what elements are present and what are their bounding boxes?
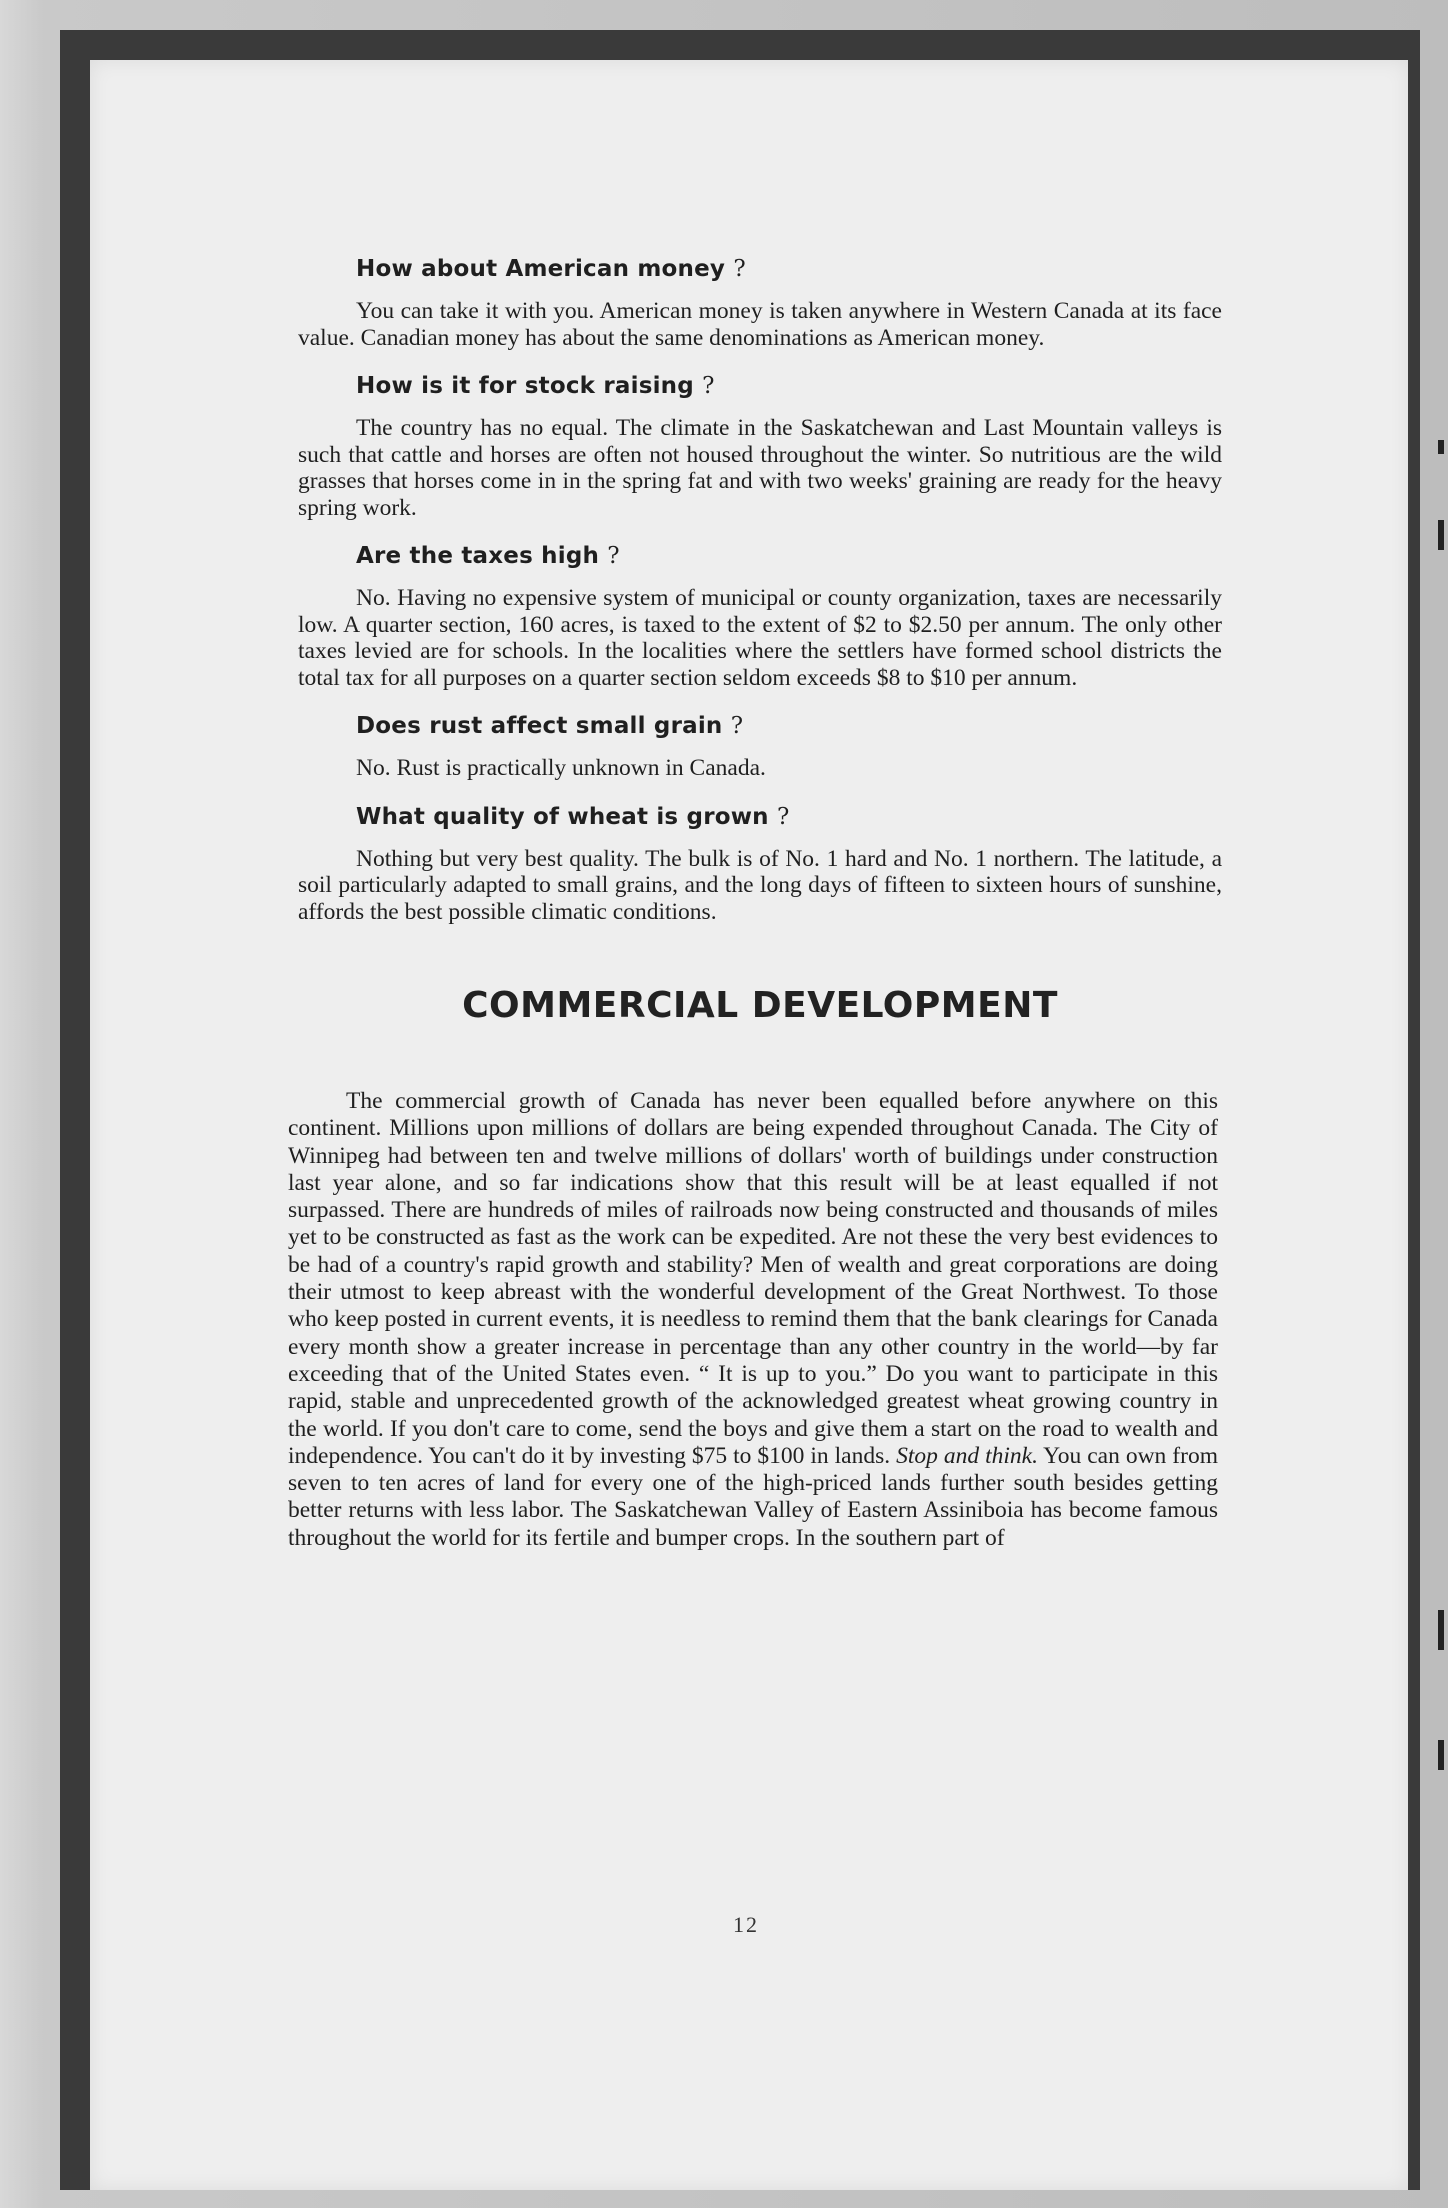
qa-block — [298, 543, 1222, 691]
qa-block — [298, 713, 1222, 782]
answer-paragraph: No. Having no expensive system of municipal or county organization, taxes are necessarily low. A quarter section, 160 acres, is taxed to the extent of $2 to $2.50 per annum. The only other taxes levied are for schools. In the localities where the settlers have formed school districts the total tax for all purposes on a quarter section seldom exceeds $8 to $10 per annum. — [298, 585, 1222, 691]
answer-paragraph: No. Rust is practically unknown in Canada. — [356, 755, 766, 781]
answer-paragraph: Nothing but very best quality. The bulk is of No. 1 hard and No. 1 northern. The latitude, a soil particularly adapted to small grains, and the long days of fifteen to sixteen hours of sunshine, affords the best possible climatic conditions. — [298, 845, 1222, 925]
section-paragraph — [288, 1088, 1218, 1552]
emphasis-text: Stop and think. — [896, 1442, 1038, 1469]
answer-paragraph: The country has no equal. The climate in the Saskatchewan and Last Mountain valleys is such that cattle and horses are often not housed throughout the winter. So nutritious are the wild grasses that horses come in in the spring fat and with two weeks' graining are ready for the heavy spring work. — [298, 415, 1222, 521]
question-heading: How about American money ? — [356, 256, 746, 282]
question-heading: How is it for stock raising ? — [356, 373, 715, 399]
paragraph-text: The commercial growth of Canada has never been equalled before anywhere on this continent. Millions upon millions of dollars are being expended throughout Canada. The City of Winnipeg had between ten and twelve millions of dollars' worth of buildings under construction last year alone, and so far indications show that this result will be at least equalled if not surpassed. There are hundreds of miles of railroads now being constructed and thousands of miles yet to be constructed as fast as the work can be expedited. Are not these the very best evidences to be had of a country's rapid growth and stability? Men of wealth and great corporations are doing their utmost to keep abreast with the wonderful development of the Great Northwest. To those who keep posted in current events, it is needless to remind them that the bank clearings for Canada every month show a greater increase in percentage than any other country in the world—by far exceeding that of the United States even. “ It is up to you.” Do you want to participate in this rapid, stable and unprecedented growth of the acknowledged greatest wheat growing country in the world. If you don't care to come, send the boys and give them a start on the road to wealth and independence. You can't do it by investing $75 to $100 in lands. — [288, 1088, 1218, 1469]
scan-edge-mark — [1438, 520, 1444, 550]
page-number: 12 — [733, 1912, 759, 1937]
page-content — [288, 256, 1222, 1552]
qa-block — [298, 804, 1222, 926]
qa-block — [298, 256, 1222, 351]
scan-edge-mark — [1438, 1740, 1444, 1770]
scan-edge-mark — [1438, 1610, 1444, 1650]
question-heading: What quality of wheat is grown ? — [356, 803, 790, 830]
question-heading: Are the taxes high ? — [356, 543, 620, 569]
paragraph-text: You can own from seven to ten acres of land for every one of the high-priced lands further south besides getting better returns with less labor. The Saskatchewan Valley of Eastern Assiniboia has become famous throughout the world for its fertile and bumper crops. In the southern part of — [288, 1442, 1218, 1551]
qa-block — [298, 373, 1222, 521]
question-heading: Does rust affect small grain ? — [356, 713, 744, 739]
section-heading: COMMERCIAL DEVELOPMENT — [462, 985, 1058, 1026]
scan-edge-mark — [1438, 440, 1444, 454]
answer-paragraph: You can take it with you. American money is taken anywhere in Western Canada at its face value. Canadian money has about the same denominations as American money. — [298, 298, 1222, 351]
